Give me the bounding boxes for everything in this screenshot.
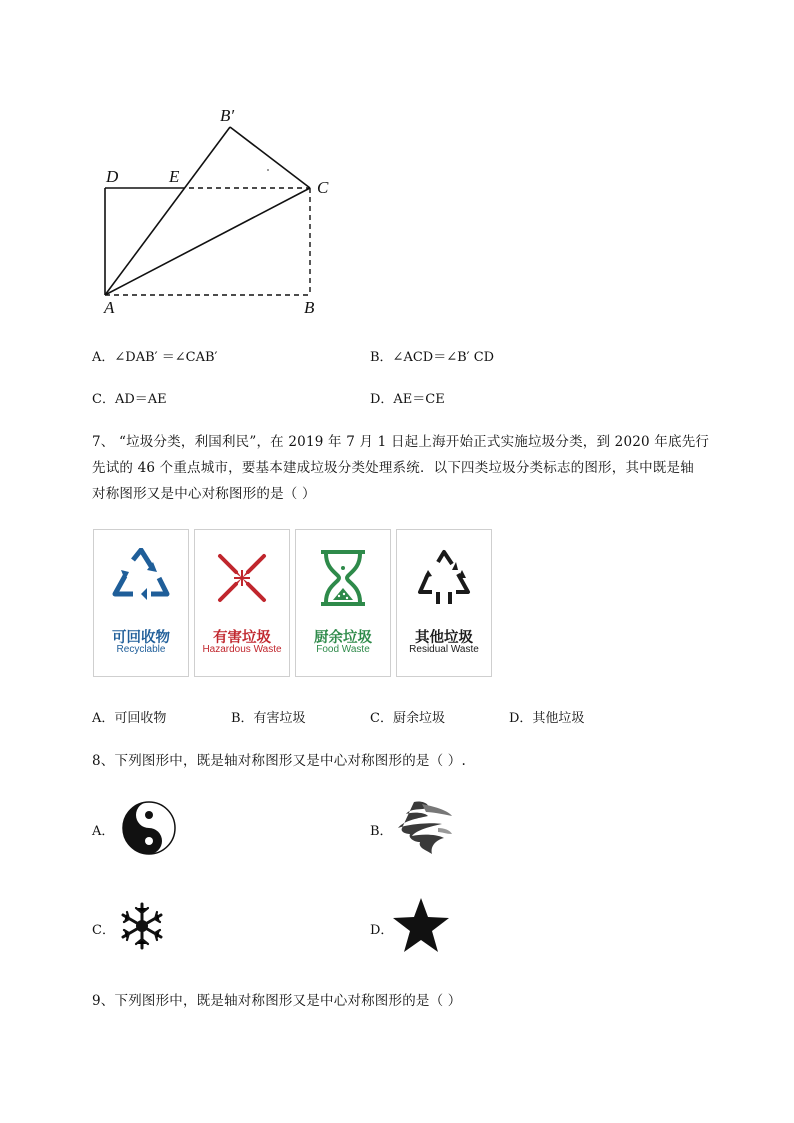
q7-option-a[interactable]: A．可回收物: [92, 711, 167, 726]
q8-option-c-label[interactable]: C．: [92, 923, 115, 938]
star-icon: [391, 896, 451, 954]
q8-option-a-label[interactable]: A．: [92, 824, 115, 839]
residual-triangle-icon: [414, 548, 474, 608]
q9-stem: 9、下列图形中，既是轴对称图形又是中心对称图形的是（ ）: [92, 993, 462, 1009]
card-title-zh: 厨余垃圾: [314, 630, 372, 646]
q7-option-c[interactable]: C．厨余垃圾: [370, 711, 445, 726]
recycle-icon: [111, 548, 171, 608]
point-label-e: E: [169, 167, 180, 186]
card-title-en: Food Waste: [316, 644, 370, 655]
q7-stem-line3: 对称图形又是中心对称图形的是（ ）: [92, 486, 316, 502]
q7-option-d[interactable]: D．其他垃圾: [509, 711, 585, 726]
card-title-zh: 可回收物: [112, 630, 170, 646]
geometry-figure: [95, 100, 335, 325]
snowflake-icon: [118, 902, 166, 950]
q8-option-d-label[interactable]: D．: [370, 923, 394, 938]
point-label-a: A: [104, 298, 115, 317]
card-title-en: Hazardous Waste: [202, 644, 282, 655]
q6-option-a[interactable]: A．∠DAB′ ＝∠CAB′: [92, 350, 218, 365]
q7-stem-line1: 7、 “垃圾分类，利国利民”，在 2019 年 7 月 1 日起上海开始正式实施垃圾分类，到 2020 年底先行: [92, 434, 710, 450]
point-label-b-prime: B′: [220, 106, 235, 125]
q8-stem: 8、下列图形中，既是轴对称图形又是中心对称图形的是（ ）.: [92, 753, 466, 769]
point-label-b: B: [304, 298, 315, 317]
q6-option-d[interactable]: D．AE＝CE: [370, 392, 445, 407]
card-title-zh: 其他垃圾: [415, 630, 473, 646]
q6-option-c[interactable]: C．AD＝AE: [92, 392, 167, 407]
waste-card-hazardous: [194, 529, 290, 677]
swirl-logo-icon: [392, 798, 454, 856]
card-title-zh: 有害垃圾: [213, 630, 271, 646]
q8-option-b-label[interactable]: B．: [370, 824, 393, 839]
hourglass-icon: [313, 548, 373, 608]
card-title-en: Residual Waste: [409, 644, 479, 655]
yin-yang-icon: [121, 800, 177, 856]
waste-card-food: [295, 529, 391, 677]
hazard-cross-icon: [212, 548, 272, 608]
q6-option-b[interactable]: B．∠ACD＝∠B′ CD: [370, 350, 495, 365]
point-label-d: D: [106, 167, 119, 186]
waste-card-recyclable: [93, 529, 189, 677]
card-title-en: Recyclable: [116, 644, 166, 655]
point-label-c: C: [317, 178, 329, 197]
q7-option-b[interactable]: B．有害垃圾: [231, 711, 306, 726]
q7-stem-line2: 先试的 46 个重点城市，要基本建成垃圾分类处理系统．以下四类垃圾分类标志的图形，其中既是轴: [92, 460, 694, 476]
waste-card-residual: [396, 529, 492, 677]
